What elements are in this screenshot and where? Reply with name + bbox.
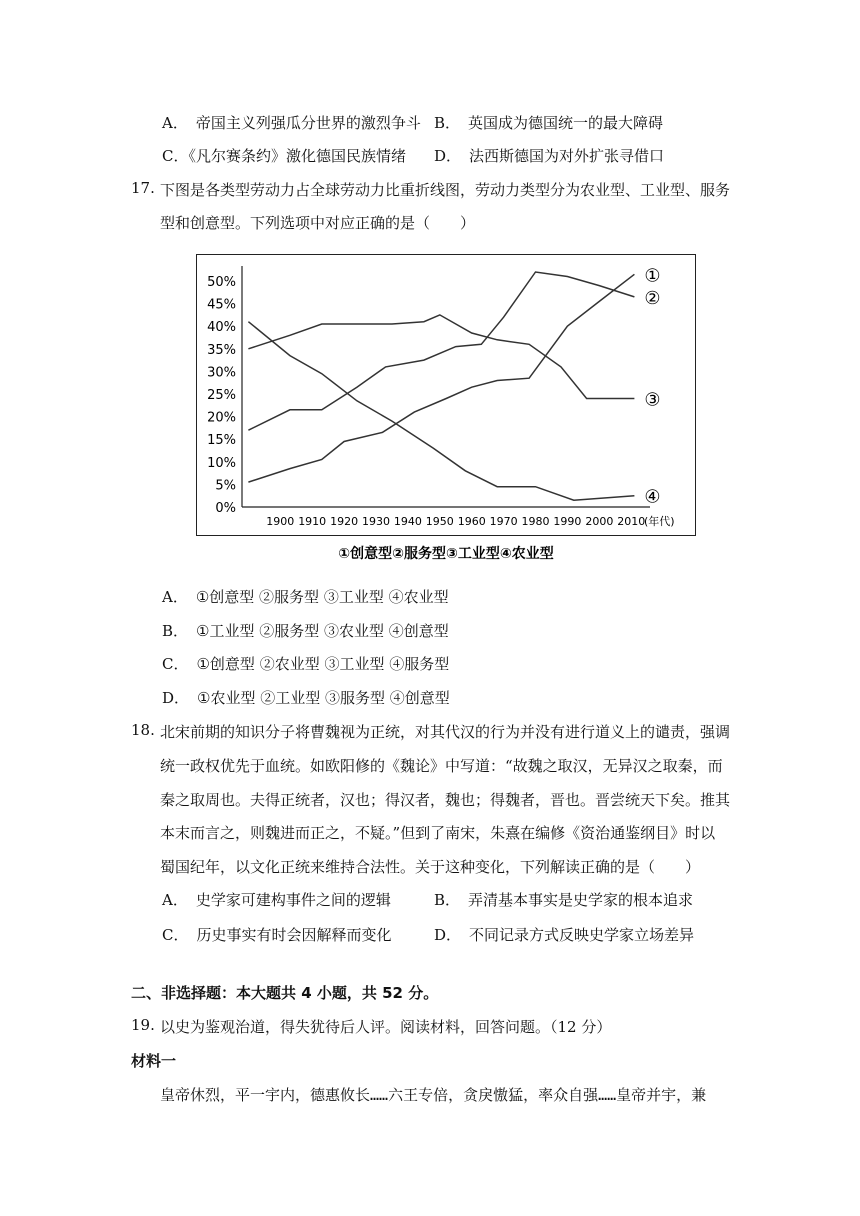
section-2-heading: 二、非选择题：本大题共 4 小题，共 52 分。 [131, 984, 439, 1002]
chart-frame [197, 255, 696, 536]
x-tick-label: 1910 [298, 515, 327, 528]
x-tick-label: 1930 [362, 515, 390, 528]
x-tick-label: 1920 [330, 515, 359, 528]
x-unit-label: (年代) [644, 515, 675, 528]
q17-option-d: D． ①农业型 ②工业型 ③服务型 ④创意型 [162, 689, 450, 707]
q16-option-d: D． 法西斯德国为对外扩张寻借口 [434, 147, 665, 165]
y-tick-label: 10% [207, 455, 236, 471]
x-tick-label: 1990 [553, 515, 582, 528]
q17-option-c: C． ①创意型 ②农业型 ③工业型 ④服务型 [162, 655, 450, 673]
q17-option-a: A． ①创意型 ②服务型 ③工业型 ④农业型 [162, 588, 449, 606]
q18-number: 18. [131, 721, 155, 739]
y-tick-label: 30% [207, 365, 236, 381]
series-label-industrial: ③ [644, 389, 661, 411]
x-tick-label: 1940 [393, 515, 422, 528]
material-1-label: 材料一 [131, 1052, 177, 1070]
q18-option-b: B． 弄清基本事实是史学家的根本追求 [434, 891, 694, 909]
y-tick-label: 5% [215, 478, 236, 494]
q18-stem-line2: 统一政权优先于血统。如欧阳修的《魏论》中写道：“故魏之取汉，无异汉之取秦，而 [160, 757, 723, 775]
x-tick-label: 1980 [521, 515, 550, 528]
q17-stem-line2: 型和创意型。下列选项中对应正确的是（ ） [160, 214, 476, 232]
q18-stem-line4: 本末而言之，则魏进而正之，不疑。”但到了南宋，朱熹在编修《资治通鉴纲目》时以 [160, 824, 716, 842]
q16-option-a: A． 帝国主义列强瓜分世界的激烈争斗 [162, 114, 421, 132]
labor-force-line-chart [196, 254, 696, 564]
x-tick-label: 1950 [425, 515, 454, 528]
q18-stem-line5: 蜀国纪年，以文化正统来维持合法性。关于这种变化，下列解读正确的是（ ） [160, 858, 701, 876]
y-tick-label: 25% [207, 388, 236, 404]
x-tick-label: 1970 [489, 515, 518, 528]
q16-option-c: C．《凡尔赛条约》激化德国民族情绪 [162, 147, 406, 165]
q18-stem-line1: 北宋前期的知识分子将曹魏视为正统，对其代汉的行为并没有进行道义上的谴责，强调 [160, 723, 731, 741]
q18-option-a: A． 史学家可建构事件之间的逻辑 [162, 891, 391, 909]
series-label-service: ② [644, 287, 661, 309]
series-label-creative: ① [644, 265, 661, 287]
x-tick-label: 1900 [266, 515, 295, 528]
y-tick-label: 50% [207, 275, 236, 291]
y-tick-label: 45% [207, 297, 236, 313]
material-1-text: 皇帝休烈，平一宇内，德惠攸长……六王专倍，贪戾慠猛，率众自强……皇帝并宇，兼 [160, 1086, 707, 1104]
q18-stem-line3: 秦之取周也。夫得正统者，汉也；得汉者，魏也；得魏者，晋也。晋尝统天下矣。推其 [160, 791, 731, 809]
q16-option-b: B． 英国成为德国统一的最大障碍 [434, 114, 664, 132]
y-tick-label: 40% [207, 320, 236, 336]
x-tick-label: 2000 [585, 515, 614, 528]
y-tick-label: 35% [207, 342, 236, 358]
y-tick-label: 20% [207, 410, 236, 426]
y-tick-label: 15% [207, 433, 236, 449]
q19-number: 19. [131, 1016, 155, 1034]
y-tick-label: 0% [215, 501, 236, 516]
q17-number: 17. [131, 179, 155, 197]
q17-option-b: B． ①工业型 ②服务型 ③农业型 ④创意型 [162, 622, 449, 640]
q19-stem: 以史为鉴观治道，得失犹待后人评。阅读材料，回答问题。（12 分） [160, 1018, 612, 1036]
q18-option-c: C． 历史事实有时会因解释而变化 [162, 926, 392, 944]
q17-stem-line1: 下图是各类型劳动力占全球劳动力比重折线图，劳动力类型分为农业型、工业型、服务 [160, 181, 731, 199]
q18-option-d: D． 不同记录方式反映史学家立场差异 [434, 926, 695, 944]
x-tick-label: 2010 [617, 515, 646, 528]
x-tick-label: 1960 [457, 515, 486, 528]
chart-caption: ①创意型②服务型③工业型④农业型 [338, 546, 554, 562]
series-label-agricultural: ④ [644, 486, 661, 508]
